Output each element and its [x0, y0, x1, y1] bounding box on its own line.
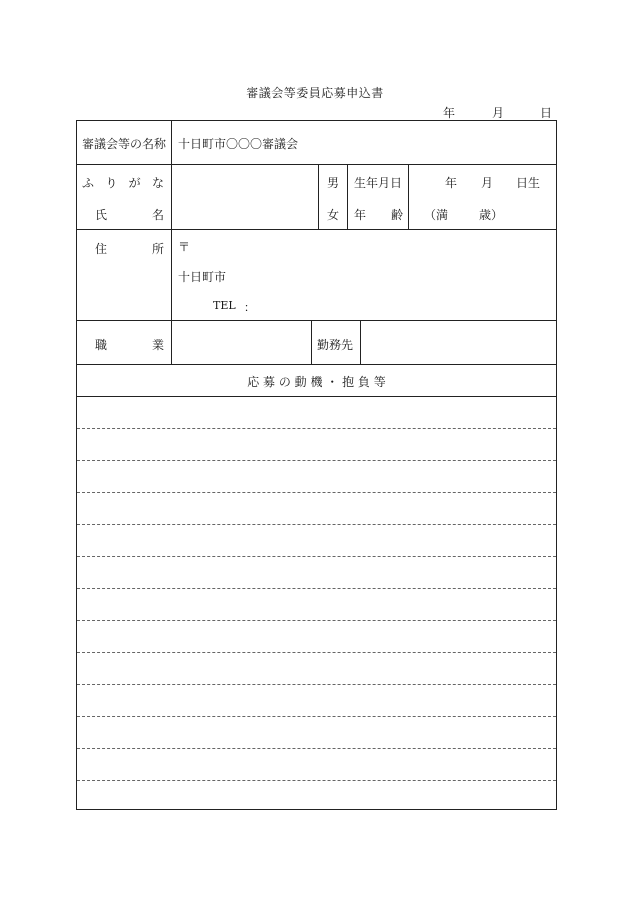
gender-column-divider — [318, 164, 319, 229]
motivation-heading: 応 募 の 動 機 ・ 抱 負 等 — [247, 375, 386, 389]
council-name-value: 十日町市〇〇〇審議会 — [178, 137, 299, 151]
age-close-label: 歳） — [479, 208, 504, 222]
gender-female-option[interactable]: 女 — [327, 208, 340, 222]
occupation-label: 職 業 — [95, 338, 164, 352]
name-label: 氏 名 — [95, 208, 164, 222]
row-divider — [76, 364, 557, 365]
postal-mark: 〒 — [178, 240, 191, 254]
tel-colon: ： — [244, 301, 255, 314]
furigana-label: ふ り が な — [82, 176, 164, 190]
date-day-label: 日 — [540, 106, 553, 120]
birth-value-divider — [408, 164, 409, 229]
date-year-label: 年 — [443, 106, 456, 120]
occupation-input-area[interactable] — [172, 321, 311, 364]
submission-date — [430, 104, 555, 120]
gender-male-option[interactable]: 男 — [327, 176, 340, 190]
form-title: 審議会等委員応募申込書 — [246, 86, 384, 100]
address-city: 十日町市 — [178, 270, 227, 284]
age-label: 年 齢 — [354, 208, 403, 222]
name-input-area[interactable] — [172, 165, 318, 229]
motivation-writing-area[interactable] — [77, 397, 556, 809]
birth-day-label: 日生 — [516, 176, 541, 190]
birth-month-label: 月 — [481, 176, 494, 190]
address-label: 住 所 — [95, 242, 164, 256]
workplace-input-area[interactable] — [361, 321, 556, 364]
workplace-label: 勤務先 — [317, 338, 354, 352]
birth-label-divider — [347, 164, 348, 229]
workplace-label-divider-left — [311, 320, 312, 364]
council-name-label: 審議会等の名称 — [82, 137, 167, 151]
tel-label: TEL — [213, 299, 236, 312]
birth-year-label: 年 — [445, 176, 458, 190]
age-open-label: （満 — [424, 208, 449, 222]
row-divider — [76, 229, 557, 230]
date-month-label: 月 — [492, 106, 505, 120]
birth-date-label: 生年月日 — [354, 176, 403, 190]
